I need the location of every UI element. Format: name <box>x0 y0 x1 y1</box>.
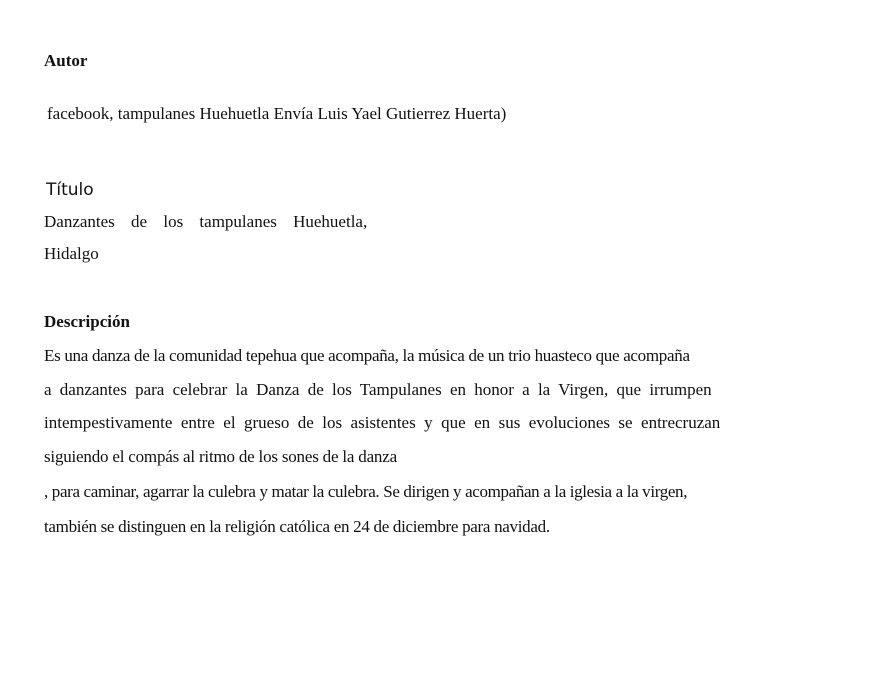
descripcion-heading: Descripción <box>44 312 130 331</box>
autor-heading: Autor <box>44 51 88 70</box>
descripcion-line-3: intempestivamente entre el grueso de los asistentes y que en sus evoluciones se entrecruzan <box>44 413 721 432</box>
descripcion-line-1: Es una danza de la comunidad tepehua que acompaña, la música de un trio huasteco que acompaña <box>44 346 690 365</box>
descripcion-line-6: también se distinguen en la religión católica en 24 de diciembre para navidad. <box>44 517 550 536</box>
titulo-heading: Título <box>46 180 94 200</box>
titulo-line-2: Hidalgo <box>44 244 99 263</box>
descripcion-line-2: a danzantes para celebrar la Danza de los Tampulanes en honor a la Virgen, que irrumpen <box>44 380 712 399</box>
autor-text: facebook, tampulanes Huehuetla Envía Luis Yael Gutierrez Huerta) <box>47 104 507 123</box>
descripcion-line-4: siguiendo el compás al ritmo de los sones de la danza <box>44 447 397 466</box>
titulo-line-1: Danzantes de los tampulanes Huehuetla, <box>44 212 368 231</box>
descripcion-line-5: , para caminar, agarrar la culebra y matar la culebra. Se dirigen y acompañan a la iglesia a la virgen, <box>44 482 688 501</box>
